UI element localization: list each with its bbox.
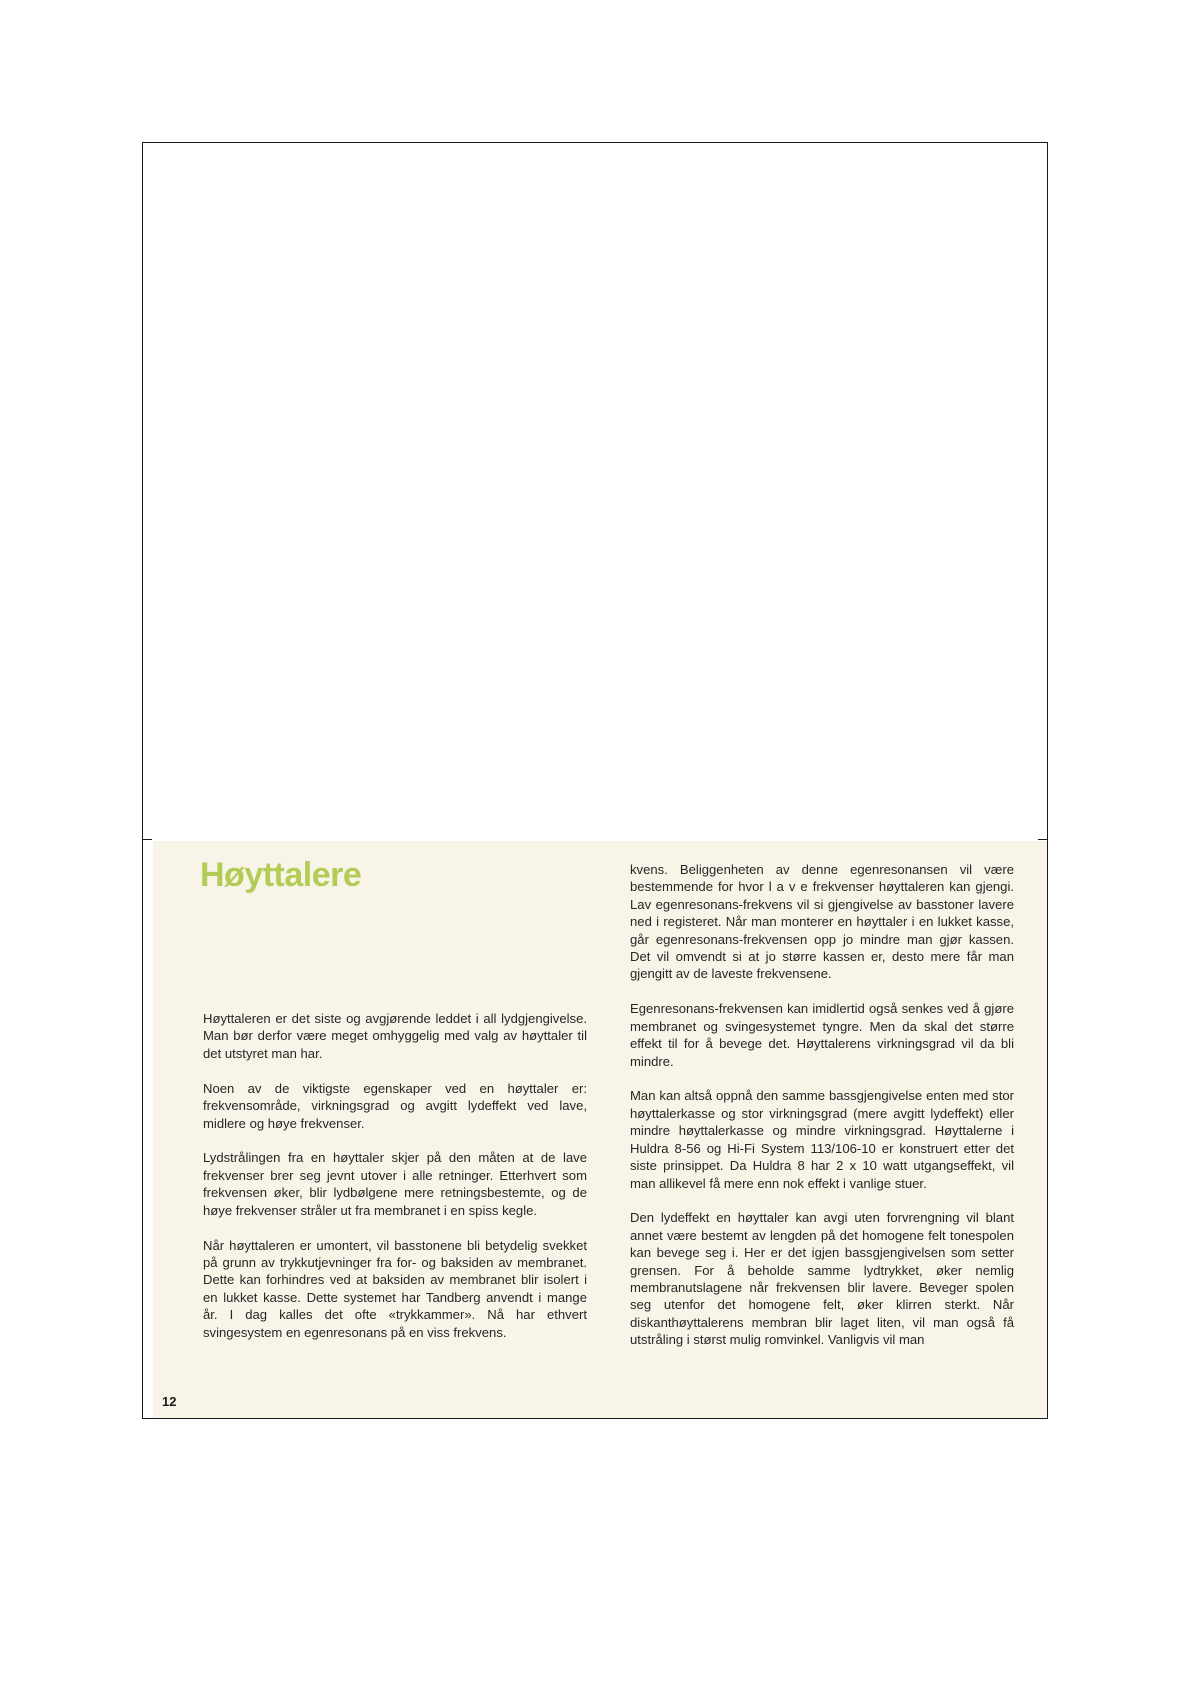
paragraph: Noen av de viktigste egenskaper ved en høyttaler er: frekvensområde, virkningsgrad og avgitt lydeffekt ved lave, midlere og høye frekvenser. — [203, 1080, 587, 1131]
paragraph: Egenresonans-frekvensen kan imidlertid også senkes ved å gjøre membranet og svingesystemet tyngre. Men da skal det større effekt til for å bevege det. Høyttalerens virkningsgrad vil da bli mindre. — [630, 1001, 1014, 1069]
fold-mark-left — [142, 839, 152, 840]
paragraph: kvens. Beliggenheten av denne egenresonansen vil være bestemmende for hvor l a v e frekvenser høyttaleren kan gjengi. Lav egenresonans-frekvens vil si gjengivelse av basstoner lavere ned i registeret. Når man monterer en høyttaler i en lukket kasse, går egenresonans-frekvensen opp jo mindre man gjør kassen. Det vil omvendt si at jo større kassen er, desto mere får man gjengitt av de laveste frekvensene. — [630, 862, 1014, 982]
paragraph: Lydstrålingen fra en høyttaler skjer på den måten at de lave frekvenser brer seg jevnt utover i alle retninger. Etterhvert som frekvensen øker, blir lydbølgene mere retningsbestemte, og de høye frekvenser stråler ut fra membranet i en spiss kegle. — [203, 1150, 587, 1218]
right-column — [630, 861, 1014, 1366]
paragraph: Den lydeffekt en høyttaler kan avgi uten forvrengning vil blant annet være bestemt av lengden på det homogene felt tonespolen kan bevege seg i. Her er det igjen bassgjengivelsen som setter grensen. For å beholde samme lydtrykket, øker nemlig membranutslagene når frekvensen blir lavere. Beveger spolen seg utenfor det homogene felt, øker klirren sterkt. Når diskanthøyttalerens membran blir laget liten, vil man også få utstråling i størst mulig romvinkel. Vanligvis vil man — [630, 1210, 1014, 1348]
paragraph: Når høyttaleren er umontert, vil basstonene bli betydelig svekket på grunn av trykkutjevninger fra for- og baksiden av membranet. Dette kan forhindres ved at baksiden av membranet blir isolert i en lukket kasse. Dette systemet har Tandberg anvendt i mange år. I dag kalles det ofte «trykkammer». Nå har ethvert svingesystem en egenresonans på en viss frekvens. — [203, 1237, 587, 1340]
paragraph: Man kan altså oppnå den samme bassgjengivelse enten med stor høyttalerkasse og stor virkningsgrad (mere avgitt lydeffekt) eller mindre høyttalerkasse og mindre virkningsgrad. Høyttalerne i Huldra 8-56 og Hi-Fi System 113/106-10 er konstruert etter det siste prinsippet. Da Huldra 8 har 2 x 10 watt utgangseffekt, vil man allikevel få mere enn nok effekt i vanlige stuer. — [630, 1088, 1014, 1191]
page-title: Høyttalere — [200, 856, 362, 894]
paragraph: Høyttaleren er det siste og avgjørende leddet i all lydgjengivelse. Man bør derfor være meget omhyggelig med valg av høyttaler til det utstyret man har. — [203, 1011, 587, 1061]
page-number: 12 — [162, 1394, 177, 1409]
left-column — [203, 1010, 587, 1359]
scanned-page — [153, 841, 1047, 1418]
fold-mark-right — [1038, 839, 1048, 840]
